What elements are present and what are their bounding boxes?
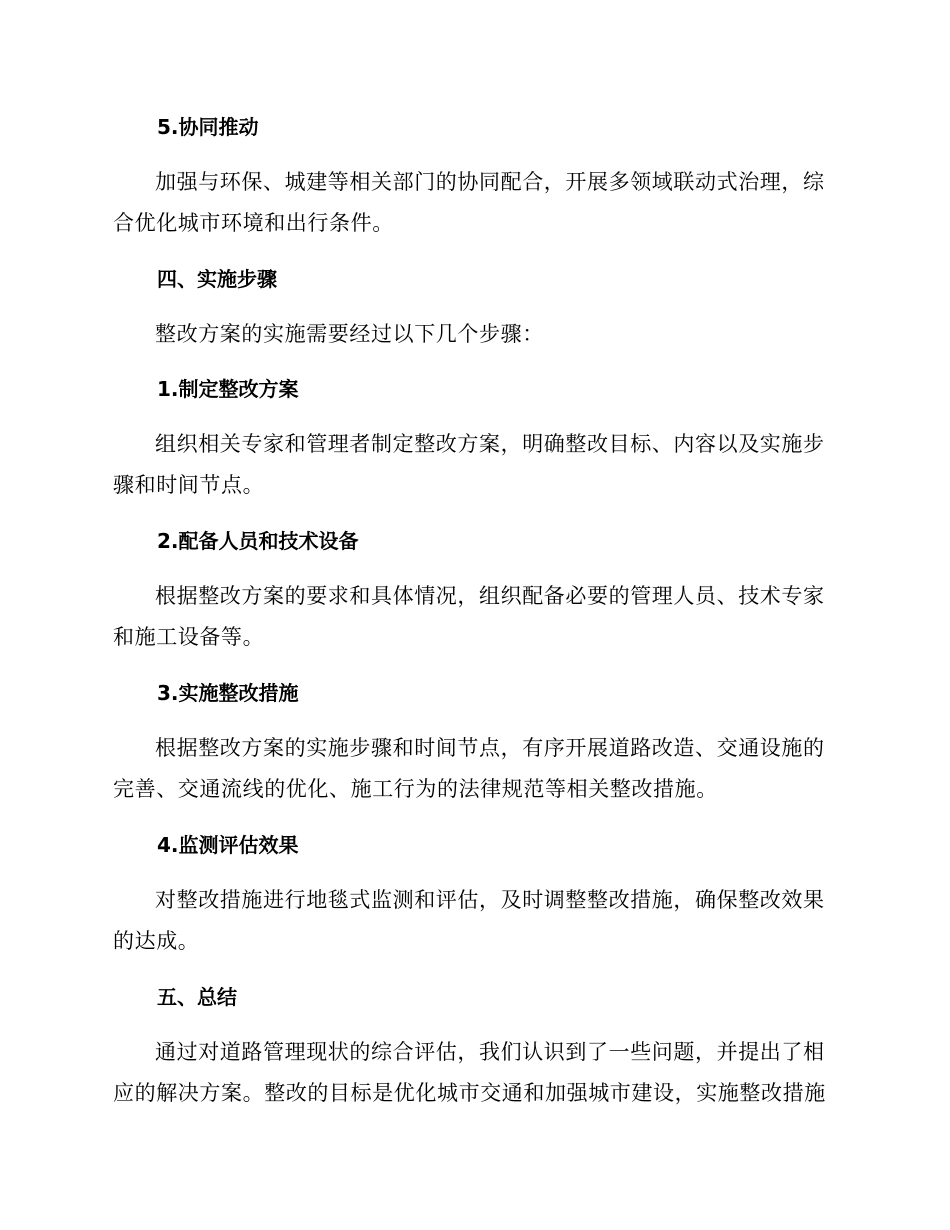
step-4-paragraph: 对整改措施进行地毯式监测和评估，及时调整整改措施，确保整改效果的达成。 — [113, 888, 825, 953]
step-2-paragraph: 根据整改方案的要求和具体情况，组织配备必要的管理人员、技术专家和施工设备等。 — [113, 584, 825, 649]
section-5-heading: 5.协同推动 — [157, 115, 259, 139]
section-5-paragraph: 加强与环保、城建等相关部门的协同配合，开展多领域联动式治理，综合优化城市环境和出行条件。 — [113, 170, 825, 235]
section-four-intro: 整改方案的实施需要经过以下几个步骤： — [155, 322, 544, 346]
section-five-heading: 五、总结 — [157, 985, 237, 1009]
step-3-heading: 3.实施整改措施 — [157, 681, 299, 705]
step-1-paragraph: 组织相关专家和管理者制定整改方案，明确整改目标、内容以及实施步骤和时间节点。 — [113, 432, 825, 497]
step-3-paragraph: 根据整改方案的实施步骤和时间节点，有序开展道路改造、交通设施的完善、交通流线的优化、施工行为的法律规范等相关整改措施。 — [113, 736, 825, 801]
section-five-paragraph: 通过对道路管理现状的综合评估，我们认识到了一些问题，并提出了相应的解决方案。整改的目标是优化城市交通和加强城市建设，实施整改措施 — [113, 1040, 826, 1105]
section-four-heading: 四、实施步骤 — [157, 267, 277, 291]
step-2-heading: 2.配备人员和技术设备 — [157, 529, 359, 553]
step-4-heading: 4.监测评估效果 — [157, 833, 299, 857]
step-1-heading: 1.制定整改方案 — [157, 377, 299, 401]
